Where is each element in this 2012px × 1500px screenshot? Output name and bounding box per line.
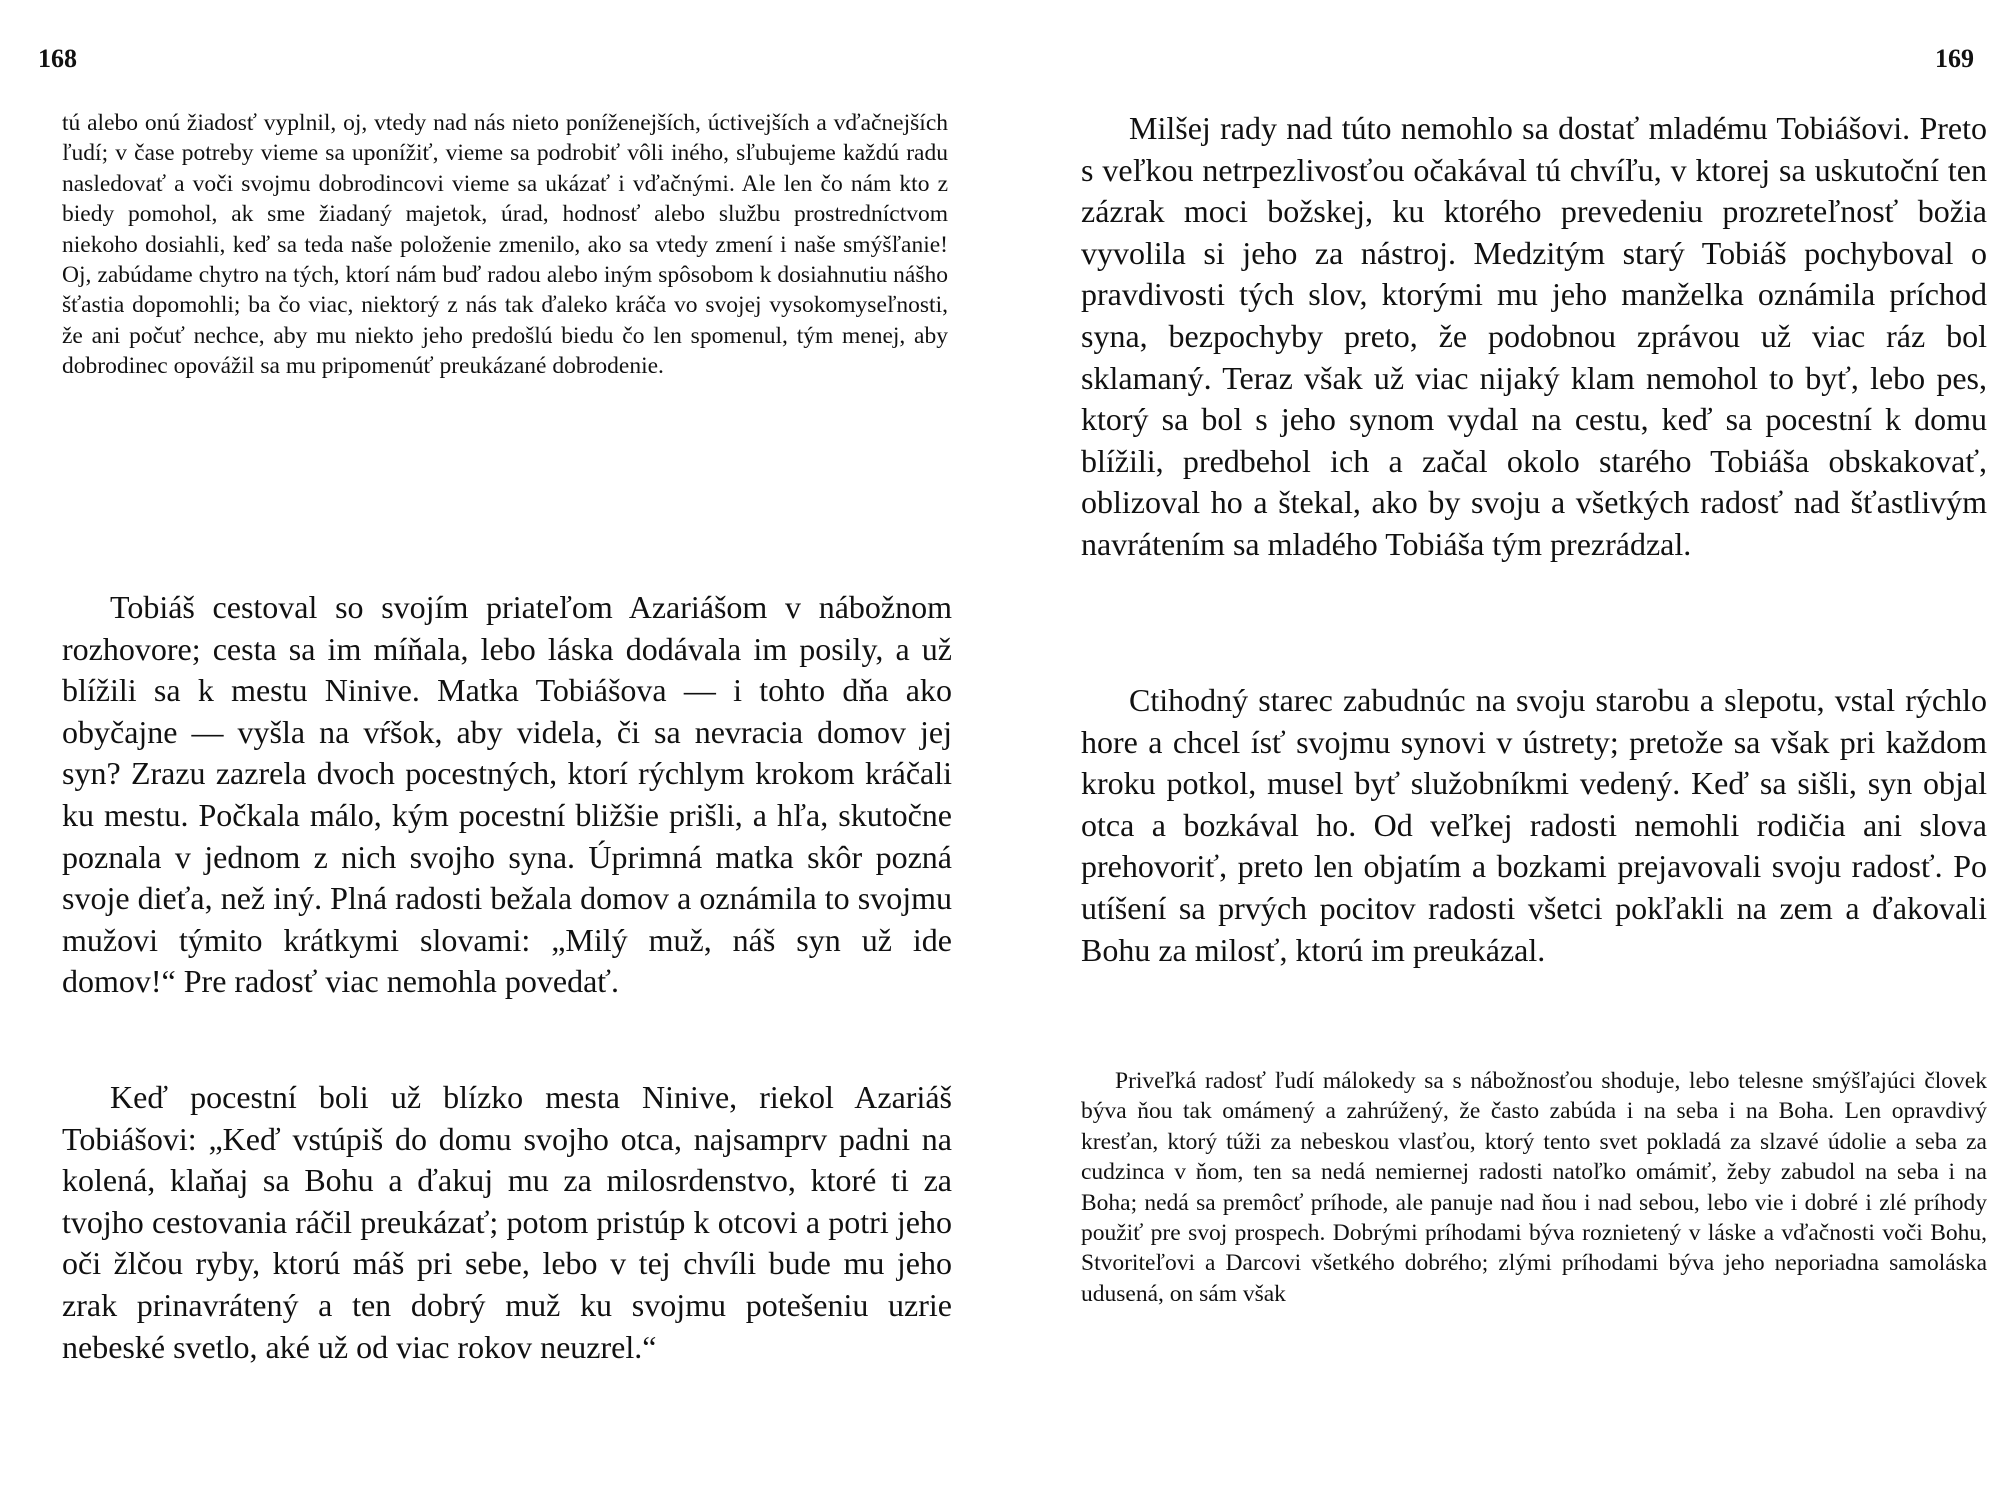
right-paragraph-3: Priveľká radosť ľudí málokedy sa s nábožnosťou shoduje, lebo telesne smýšľajúci človek býva ňou tak omámený a zahrúžený, že často zabúda i na seba i na Boha. Len opravdivý kresťan, ktorý túži za nebeskou vlasťou, ktorý tento svet pokladá za slzavé údolie a seba za cudzinca v ňom, ten sa nedá nemiernej radosti natoľko omámiť, žeby zabudol na seba i na Boha; nedá sa premôcť príhode, ale panuje nad ňou i nad sebou, lebo vie i dobré i zlé príhody použiť pre svoj prospech. Dobrými príhodami býva roznietený v láske a vďačnosti voči Bohu, Stvoriteľovi a Darcovi všetkého dobrého; zlými príhodami býva jeho neporiadna samoláska udusená, on sám však xyxy=(1081,1068,1987,1307)
right-paragraph-2: Ctihodný starec zabudnúc na svoju starobu a slepotu, vstal rýchlo hore a chcel ísť svojmu synovi v ústrety; pretože sa však pri každom kroku potkol, musel byť služobníkmi vedený. Keď sa sišli, syn objal otca a bozkával ho. Od veľkej radosti nemohli rodičia ani slova prehovoriť, preto len objatím a bozkami prejavovali svoju radosť. Po utíšení sa prvých pocitov radosti všetci pokľakli na zem a ďakovali Bohu za milosť, ktorú im preukázal. xyxy=(1081,682,1987,968)
page-number-right: 169 xyxy=(1935,44,1974,73)
right-page xyxy=(1006,0,2012,1500)
left-paragraph-2: Tobiáš cestoval so svojím priateľom Azariášom v nábožnom rozhovore; cesta sa im míňala, lebo láska dodávala im posily, a už blížili sa k mestu Ninive. Matka Tobiášova — i tohto dňa ako obyčajne — vyšla na vŕšok, aby videla, či sa nevracia domov jej syn? Zrazu zazrela dvoch pocestných, ktorí rýchlym krokom kráčali ku mestu. Počkala málo, kým pocestní bližšie prišli, a hľa, skutočne poznala v jednom z nich svojho syna. Úprimná matka skôr pozná svoje dieťa, než iný. Plná radosti bežala domov a oznámila to svojmu mužovi týmito krátkymi slovami: „Milý muž, náš syn už ide domov!“ Pre radosť viac nemohla povedať. xyxy=(62,589,952,1000)
right-paragraph-1: Milšej rady nad túto nemohlo sa dostať mladému Tobiášovi. Preto s veľkou netrpezlivosťou očakával tú chvíľu, v ktorej sa uskutoční ten zázrak moci božskej, ku ktorého prevedeniu prozreteľnosť božia vyvolila si jeho za nástroj. Medzitým starý Tobiáš pochyboval o pravdivosti tých slov, ktorými mu jeho manželka oznámila príchod syna, bezpochyby preto, že podobnou zprávou už viac ráz bol sklamaný. Teraz však už viac nijaký klam nemohol to byť, lebo pes, ktorý sa bol s jeho synom vydal na cestu, keď sa pocestní k domu blížili, predbehol ich a začal okolo starého Tobiáša obskakovať, oblizoval ho a štekal, ako by svoju a všetkých radosť nad šťastlivým navrátením sa mladého Tobiáša tým prezrádzal. xyxy=(1081,110,1987,562)
page-number-left: 168 xyxy=(38,44,77,73)
left-paragraph-1: tú alebo onú žiadosť vyplnil, oj, vtedy nad nás nieto poníženejších, úctivejších a vďačnejších ľudí; v čase potreby vieme sa uponížiť, vieme sa podrobiť vôli iného, sľubujeme každú radu nasledovať a voči svojmu dobrodincovi vieme sa ukázať i vďačnými. Ale len čo nám kto z biedy pomohol, ak sme žiadaný majetok, úrad, hodnosť alebo službu prostredníctvom niekoho dosiahli, keď sa teda naše položenie zmenilo, ako sa vtedy zmení i naše smýšľanie! Oj, zabúdame chytro na tých, ktorí nám buď radou alebo iným spôsobom k dosiahnutiu nášho šťastia dopomohli; ba čo viac, niektorý z nás tak ďaleko kráča vo svojej vysokomyseľnosti, že ani počuť nechce, aby mu niekto jeho predošlú biedu čo len spomenul, tým menej, aby dobrodinec opovážil sa mu pripomenúť preukázané dobrodenie. xyxy=(62,110,948,380)
left-paragraph-3: Keď pocestní boli už blízko mesta Ninive, riekol Azariáš Tobiášovi: „Keď vstúpiš do domu svojho otca, najsamprv padni na kolená, klaňaj sa Bohu a ďakuj mu za milosrdenstvo, ktoré ti za tvojho cestovania ráčil preukázať; potom pristúp k otcovi a potri jeho oči žlčou ryby, ktorú máš pri sebe, lebo v tej chvíli bude mu jeho zrak prinavrátený a ten dobrý muž ku svojmu potešeniu uzrie nebeské svetlo, aké už od viac rokov neuzrel.“ xyxy=(62,1079,952,1365)
